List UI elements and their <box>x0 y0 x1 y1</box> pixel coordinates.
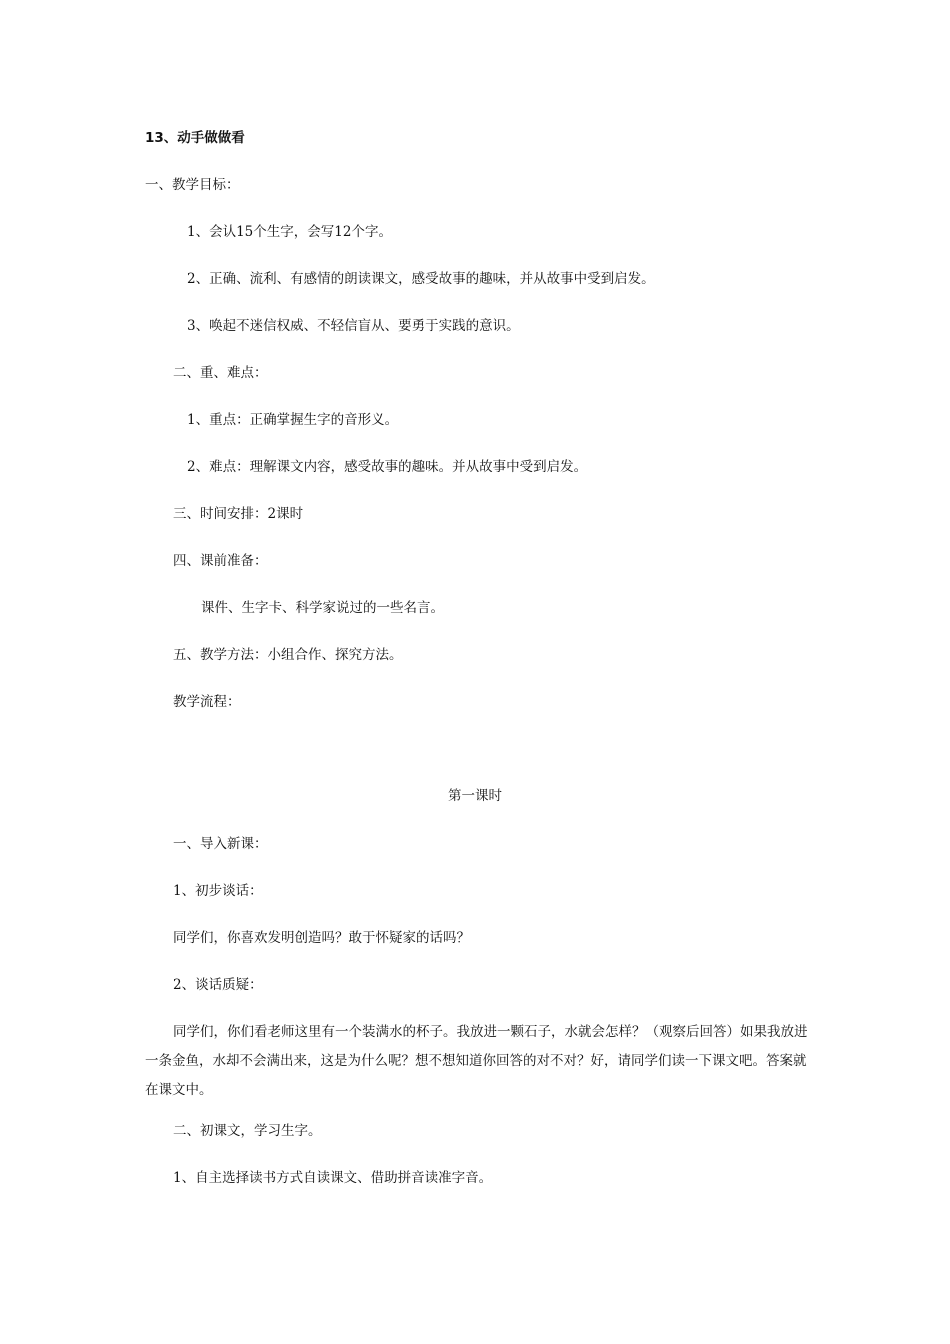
preparation-items: 课件、生字卡、科学家说过的一些名言。 <box>201 600 444 616</box>
step-questioning: 2、谈话质疑： <box>173 977 263 993</box>
section-new-text: 二、初课文，学习生字。 <box>173 1123 322 1139</box>
step-intro: 一、导入新课： <box>173 836 268 852</box>
lesson-heading: 第一课时 <box>448 788 502 804</box>
section-preparation: 四、课前准备： <box>173 553 268 569</box>
section-time: 三、时间安排：2课时 <box>173 506 304 522</box>
document-title: 13、动手做做看 <box>145 130 245 146</box>
section-methods: 五、教学方法：小组合作、探究方法。 <box>173 647 403 663</box>
questioning-paragraph: 同学们，你们看老师这里有一个装满水的杯子。我放进一颗石子，水就会怎样？（观察后回答）如果我放进一条金鱼，水却不会满出来，这是为什么呢？想不想知道你回答的对不对？好，请同学们读一下课文吧。答案就在课文中。 <box>145 1024 808 1098</box>
talk-question: 同学们，你喜欢发明创造吗？敢于怀疑家的话吗？ <box>173 930 470 946</box>
objective-1: 1、会认15个生字，会写12个字。 <box>187 224 392 240</box>
key-point-1: 1、重点：正确掌握生字的音形义。 <box>187 412 399 428</box>
objective-3: 3、唤起不迷信权威、不轻信盲从、要勇于实践的意识。 <box>187 318 520 334</box>
section-process: 教学流程： <box>173 694 241 710</box>
section-objectives: 一、教学目标： <box>145 177 240 193</box>
key-point-2: 2、难点：理解课文内容，感受故事的趣味。并从故事中受到启发。 <box>187 459 588 475</box>
objective-2: 2、正确、流利、有感情的朗读课文，感受故事的趣味，并从故事中受到启发。 <box>187 271 655 287</box>
section-key-points: 二、重、难点： <box>173 365 268 381</box>
step-initial-talk: 1、初步谈话： <box>173 883 263 899</box>
new-text-step-1: 1、自主选择读书方式自读课文、借助拼音读准字音。 <box>173 1170 493 1186</box>
